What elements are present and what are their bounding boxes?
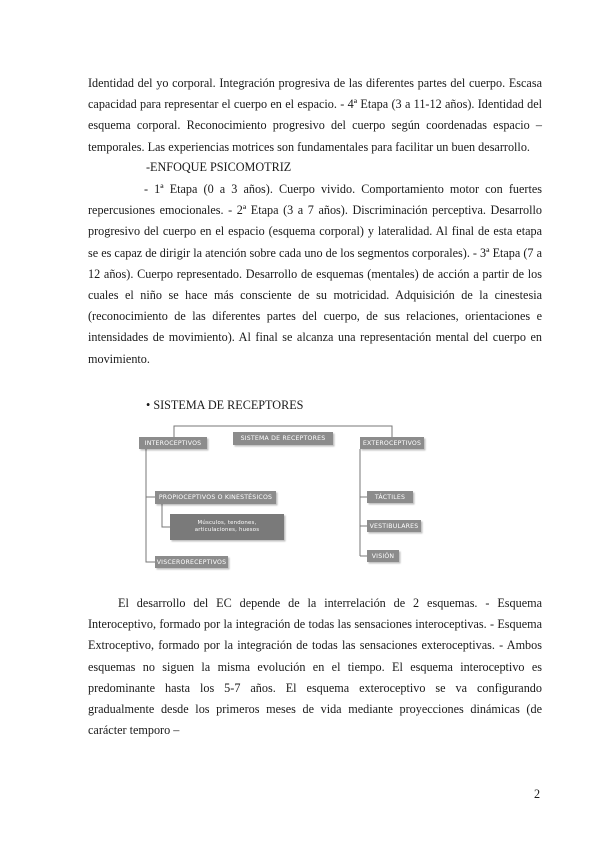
connector-intero-trunk bbox=[146, 449, 155, 562]
box-sistema-receptores: SISTEMA DE RECEPTORES bbox=[233, 432, 333, 445]
box-visceroreceptivos: VISCERORECEPTIVOS bbox=[155, 556, 228, 568]
paragraph-desarrollo-ec: El desarrollo del EC depende de la interrelación de 2 esquemas. - Esquema Interoceptivo, formado por la integración de todas las sensaciones interoceptivas. - Esquema Extroceptivo, formado por la integración de todas las sensaciones exteroceptivas. - Ambos esquemas no siguen la misma evolución en el tiempo. El esquema interoceptivo es predominante hasta los 5-7 años. El esquema exteroceptivo se va configurando gradualmente desde los primeros meses de vida mediante proyecciones dinámicas (de carácter temporo – bbox=[88, 596, 542, 738]
box-interoceptivos: INTEROCEPTIVOS bbox=[139, 437, 207, 449]
musculos-line-1: Músculos, tendones, bbox=[197, 520, 257, 526]
heading-sistema-receptores: • SISTEMA DE RECEPTORES bbox=[146, 398, 304, 412]
box-musculos bbox=[170, 514, 284, 540]
musculos-line-2: articulaciones, huesos bbox=[194, 527, 260, 533]
page-number: 2 bbox=[534, 787, 541, 801]
box-vestibulares: VESTIBULARES bbox=[367, 520, 421, 532]
box-exteroceptivos: EXTEROCEPTIVOS bbox=[360, 437, 424, 449]
box-tactiles: TÁCTILES bbox=[367, 491, 413, 503]
box-vision: VISIÓN bbox=[367, 550, 399, 562]
box-propioceptivos: PROPIOCEPTIVOS O KINESTÉSICOS bbox=[155, 491, 276, 504]
paragraph-identidad: Identidad del yo corporal. Integración progresiva de las diferentes partes del cuerpo. Escasa capacidad para representar el cuerpo en el espacio. - 4ª Etapa (3 a 11-12 años). Identidad del esquema corporal. Reconocimiento progresivo del cuerpo según coordenadas espacio – temporales. Las experiencias motrices son fundamentales para facilitar un buen desarrollo. bbox=[88, 76, 542, 154]
heading-enfoque-psicomotriz: -ENFOQUE PSICOMOTRIZ bbox=[146, 160, 292, 174]
connector-propio-musc bbox=[162, 504, 170, 527]
paragraph-etapas: - 1ª Etapa (0 a 3 años). Cuerpo vivido. Comportamiento motor con fuertes repercusiones emocionales. - 2ª Etapa (3 a 7 años). Discriminación perceptiva. Desarrollo progresivo del cuerpo en el espacio (esquema corporal) y lateralidad. Al final de esta etapa se es capaz de dirigir la atención sobre cada uno de los segmentos corporales). - 3ª Etapa (7 a 12 años). Cuerpo representado. Desarrollo de esquemas (mentales) de acción a partir de los cuales el niño se hace más consciente de su motricidad. Adquisición de la cinestesia (reconocimiento de las diferentes partes del cuerpo, de sus relaciones, orientaciones e intensidades de movimiento). Al final se alcanza una representación mental del cuerpo en movimiento. bbox=[88, 182, 542, 366]
